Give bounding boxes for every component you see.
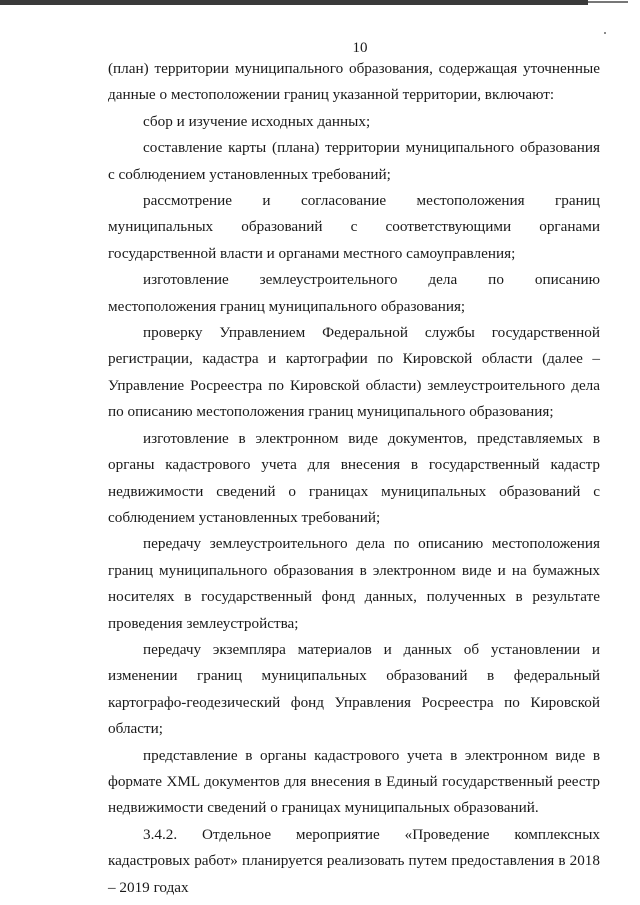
- paragraph: сбор и изучение исходных данных;: [143, 112, 371, 130]
- paragraph: рассмотрение и согласование местоположения границ муниципальных образований с соответствующими органами государственной власти и органами местного самоуправления;: [108, 192, 600, 262]
- paragraph: передачу экземпляра материалов и данных об установлении и изменении границ муниципальных образований в федеральный картографо-геодезический фонд Управления Росреестра по Кировской области;: [108, 640, 600, 738]
- paragraph: передачу землеустроительного дела по описанию местоположения границ муниципального образования в электронном виде и на бумажных носителях в государственный фонд данных, полученных в результате проведения землеустройства;: [108, 535, 600, 632]
- scan-top-border: [0, 0, 588, 5]
- paragraph: составление карты (плана) территории муниципального образования с соблюдением установленных требований;: [108, 139, 600, 183]
- paragraph: (план) территории муниципального образования, содержащая уточненные данные о местоположении границ указанной территории, включают:: [108, 60, 600, 104]
- paragraph: изготовление в электронном виде документов, представляемых в органы кадастрового учета для внесения в государственный кадастр недвижимости сведений о границах муниципальных образований с соблюдением установленных требований;: [108, 429, 600, 526]
- scan-top-border-tail: [588, 1, 628, 3]
- page-number: 10: [352, 40, 368, 56]
- document-body: [108, 56, 600, 901]
- scan-speck: [604, 32, 606, 34]
- paragraph: 3.4.2. Отдельное мероприятие «Проведение комплексных кадастровых работ» планируется реализовать путем предоставления в 2018 – 2019 годах: [108, 825, 600, 896]
- paragraph: представление в органы кадастрового учета в электронном виде в формате XML документов для внесения в Единый государственный реестр недвижимости сведений о границах муниципальных образований.: [108, 746, 600, 817]
- paragraph: изготовление землеустроительного дела по описанию местоположения границ муниципального образования;: [108, 271, 600, 315]
- paragraph: проверку Управлением Федеральной службы государственной регистрации, кадастра и картографии по Кировской области (далее – Управление Росреестра по Кировской области) землеустроительного дела по описанию местоположения границ муниципального образования;: [108, 324, 600, 421]
